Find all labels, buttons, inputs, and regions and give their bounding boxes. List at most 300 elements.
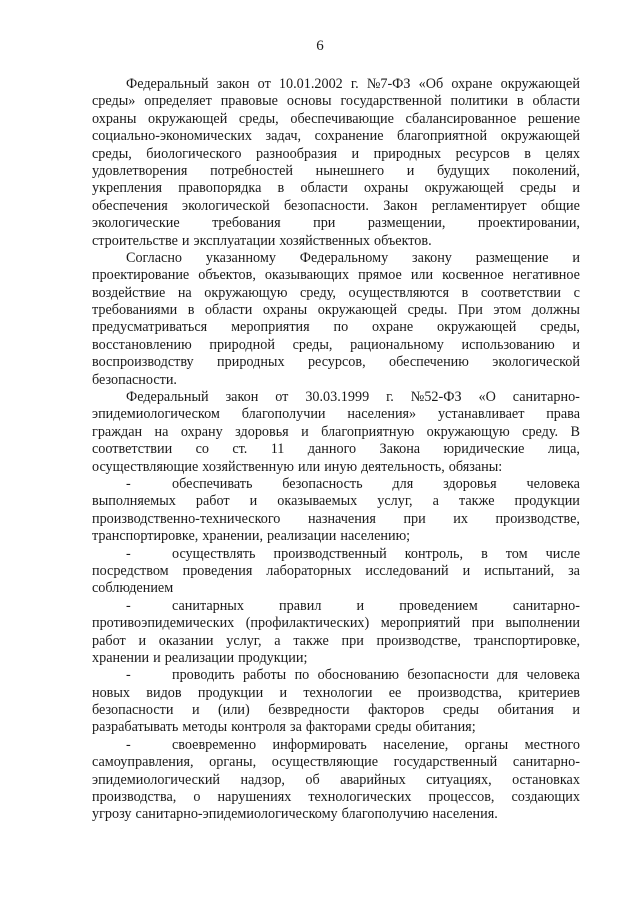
word: области [532, 93, 580, 110]
word: и [572, 180, 580, 197]
word: права [546, 406, 580, 423]
word: продукции [197, 684, 264, 701]
word: экологической [492, 354, 580, 371]
word: безопасности. [92, 371, 177, 388]
word: производственный [273, 545, 387, 562]
word: обоснованию [317, 667, 400, 684]
word: осуществляются [348, 284, 449, 301]
word: соблюдением [92, 580, 174, 597]
word: создающих [511, 789, 580, 806]
list-item-text [172, 598, 580, 615]
word: среды, [292, 336, 333, 353]
word: по [333, 319, 349, 336]
word: «Об [418, 76, 444, 92]
word: информировать [272, 736, 367, 753]
word: видов [146, 684, 182, 701]
word: противоэпидемических [92, 615, 235, 632]
word: проектирование [92, 267, 190, 284]
list-dash: - [126, 736, 131, 753]
word: природной [209, 336, 275, 353]
text-line [92, 198, 580, 215]
word: лабораторных [266, 562, 352, 579]
word: размещение [475, 249, 549, 266]
word: услуг, [377, 493, 413, 510]
word: мероприятий [380, 615, 461, 632]
word: факторами [305, 719, 372, 736]
word: окружающей [424, 180, 504, 197]
word: устанавливает [437, 406, 525, 423]
text-line [92, 667, 580, 684]
word: 30.03.1999 [305, 389, 370, 406]
document-body [92, 76, 580, 824]
word: 11 [270, 441, 285, 458]
word: регламентирует [431, 197, 527, 214]
text-line [92, 511, 580, 528]
word: посредством [92, 562, 169, 579]
text-line [92, 772, 580, 789]
word: благоприятную [321, 423, 415, 440]
word: среды [442, 702, 480, 719]
word: осуществляющие [271, 754, 379, 771]
word: ст. [232, 441, 248, 458]
word: от [257, 76, 271, 92]
word: окружающей [317, 302, 398, 319]
word: или [297, 458, 321, 475]
word: и [301, 423, 309, 440]
word: с [573, 284, 580, 301]
word: использованию [461, 336, 555, 353]
text-line [92, 459, 580, 476]
word: данного [307, 441, 357, 458]
word: окружающей [500, 76, 580, 92]
word: и [572, 249, 580, 266]
text-line [92, 285, 580, 302]
word: будущих [437, 162, 490, 179]
word: обеспечивающие [290, 110, 394, 127]
word: размещении, [367, 215, 446, 232]
text-line [92, 789, 580, 806]
word: определяет [144, 93, 212, 110]
text-line [92, 128, 580, 145]
word: иную [324, 458, 358, 475]
word: правил [279, 597, 322, 614]
word: решение [527, 110, 580, 127]
text-line [92, 76, 580, 93]
word: по [294, 667, 310, 684]
text-line [92, 163, 580, 180]
text-line [92, 302, 580, 319]
word: выполняемых [92, 493, 176, 510]
word: а [274, 632, 281, 649]
word: проведением [399, 597, 478, 614]
word: о [193, 789, 201, 806]
word: охраны [92, 110, 137, 127]
word: обеспечению [389, 354, 469, 371]
word: среду. [522, 423, 559, 440]
word: нарушениях [217, 789, 292, 806]
word: и [572, 336, 580, 353]
word: и [138, 632, 147, 649]
word: население, [383, 736, 449, 753]
word: оказывающих [264, 267, 350, 284]
word: предусматриваться [92, 319, 208, 336]
word: и [191, 702, 200, 719]
word: исследований [365, 562, 449, 579]
word: При [457, 302, 483, 319]
text-line [92, 372, 580, 389]
word: деятельность, [361, 458, 445, 475]
word: санитарно- [512, 389, 580, 406]
word: проводить [172, 667, 235, 684]
list-item-text [172, 546, 580, 563]
word: соответствии [480, 284, 562, 301]
word: в [187, 302, 195, 319]
word: среды, [92, 145, 132, 162]
word: Федеральному [299, 249, 389, 266]
word: об [305, 771, 320, 788]
list-item-text [172, 737, 580, 754]
word: основы [286, 93, 332, 110]
word: населения. [432, 806, 498, 823]
word: оказании [158, 632, 214, 649]
word: хозяйственную [202, 458, 294, 475]
word: экологической [182, 197, 270, 214]
word: факторов [368, 702, 425, 719]
word: здоровья [235, 423, 289, 440]
word: благополучии [241, 406, 326, 423]
word: и [462, 562, 471, 579]
text-line [92, 702, 580, 719]
text-line [92, 215, 580, 232]
word: требования [212, 215, 281, 232]
text-line [92, 719, 580, 736]
word: сбалансированное [405, 110, 517, 127]
word: на [154, 423, 169, 440]
word: закону [412, 249, 452, 266]
word: безопасности [407, 667, 489, 684]
word: охране [451, 76, 493, 92]
word: их [453, 510, 468, 527]
list-dash: - [126, 597, 131, 614]
word: том [505, 545, 528, 562]
word: самоуправления, [92, 754, 194, 771]
word: лица, [547, 441, 580, 458]
word: Закон [383, 197, 418, 214]
word: общие [540, 197, 580, 214]
word: и [356, 597, 365, 614]
word: области [300, 180, 348, 197]
word: контроль, [404, 545, 464, 562]
word: санитарно- [512, 597, 580, 614]
word: эпидемиологический [92, 771, 221, 788]
word: и [351, 145, 360, 162]
text-line [92, 493, 580, 510]
word: строительстве [92, 232, 178, 249]
text-line [92, 233, 580, 250]
word: на [177, 284, 192, 301]
word: соответствии [92, 441, 173, 458]
word: среды [519, 180, 557, 197]
word: проведения [182, 562, 253, 579]
word: выполнении [505, 615, 580, 632]
word: реализации [164, 649, 235, 666]
word: реализации [267, 528, 337, 545]
word: и [279, 684, 288, 701]
word: или [410, 267, 434, 284]
text-line [92, 354, 580, 371]
word: здоровья [443, 475, 497, 492]
word: 10.01.2002 [278, 76, 343, 92]
word: процессов, [428, 789, 495, 806]
word: государственный [393, 754, 498, 771]
word: в [516, 93, 524, 110]
word: г. [350, 76, 359, 92]
word: испытаний, [484, 562, 555, 579]
word: работ [195, 493, 230, 510]
word: Федеральный [126, 76, 209, 92]
word: санитарных [172, 597, 244, 614]
word: при [313, 215, 336, 232]
word: органы, [209, 754, 257, 771]
word: указанному [205, 249, 276, 266]
word: требованиями [92, 302, 178, 319]
word: сохранение [314, 128, 384, 145]
text-line [92, 754, 580, 771]
text-line [92, 598, 580, 615]
word: санитарно-эпидемиологическому [135, 806, 338, 823]
text-line [92, 406, 580, 423]
word: охране [372, 319, 414, 336]
word: восстановлению [92, 336, 192, 353]
word: числе [545, 545, 580, 562]
word: услуг, [226, 632, 262, 649]
word: рациональному [350, 336, 444, 353]
word: транспортировке, [473, 632, 580, 649]
word: ее [388, 684, 402, 701]
word: для [392, 475, 414, 492]
word: со [195, 441, 209, 458]
word: укрепления [92, 180, 163, 197]
word: хозяйственных [279, 232, 370, 249]
word: среды. [407, 302, 448, 319]
word: обитания; [415, 719, 476, 736]
word: безопасности. [283, 197, 369, 214]
word: Закона [379, 441, 421, 458]
word: от [275, 389, 289, 406]
word: а [432, 493, 439, 510]
word: продукции; [238, 649, 308, 666]
word: и [572, 702, 580, 719]
word: среду, [300, 284, 336, 301]
word: окружающей [147, 110, 228, 127]
word: косвенное [442, 267, 504, 284]
word: юридические [443, 441, 525, 458]
word: природных [373, 145, 442, 162]
word: Согласно [126, 249, 183, 266]
word: работ [92, 632, 126, 649]
word: окружающей [437, 319, 517, 336]
text-line [92, 424, 580, 441]
word: охраны [363, 180, 409, 197]
word: критериев [518, 684, 580, 701]
word: г. [386, 389, 394, 406]
word: №52-ФЗ [410, 389, 462, 406]
word: транспортировке, [92, 528, 199, 545]
word: окружающей [500, 128, 580, 145]
word: хранении, [202, 528, 264, 545]
word: производстве, [376, 632, 461, 649]
word: и [249, 493, 258, 510]
word: методы [182, 719, 228, 736]
word: воздействие [92, 284, 166, 301]
text-line [92, 180, 580, 197]
word: и [153, 649, 161, 666]
word: Федеральный [126, 389, 209, 406]
word: (профилактических) [245, 615, 370, 632]
word: обеспечивать [172, 475, 253, 492]
word: своевременно [172, 736, 257, 753]
word: новых [92, 684, 131, 701]
word: при [471, 615, 495, 632]
text-line [92, 650, 580, 667]
text-line [92, 267, 580, 284]
word: воспроизводству [92, 354, 194, 371]
text-line [92, 528, 580, 545]
word: при [403, 510, 426, 527]
word: среды, [540, 319, 580, 336]
word: органы [464, 736, 509, 753]
word: человека [526, 667, 580, 684]
word: закон [225, 389, 259, 406]
word: угрозу [92, 806, 132, 823]
word: населению; [340, 528, 411, 545]
text-line [92, 319, 580, 336]
word: производственно-технического [92, 510, 281, 527]
word: ресурсов [455, 145, 510, 162]
word: объектов, [198, 267, 256, 284]
word: в [277, 180, 285, 197]
word: и [406, 162, 415, 179]
text-line [92, 111, 580, 128]
list-dash: - [126, 545, 131, 562]
word: целях [545, 145, 580, 162]
word: санитарно- [512, 754, 580, 771]
word: хранении [92, 649, 150, 666]
word: этом [493, 302, 522, 319]
word: задач, [265, 128, 302, 145]
text-line [92, 337, 580, 354]
text-line [92, 685, 580, 702]
word: продукции [514, 493, 580, 510]
text-line [92, 563, 580, 580]
word: негативное [512, 267, 580, 284]
text-line [92, 737, 580, 754]
word: закон [216, 76, 250, 92]
word: в [481, 545, 488, 562]
word: безопасности [92, 702, 174, 719]
word: области [204, 302, 253, 319]
word: безвредности [268, 702, 350, 719]
text-line [92, 546, 580, 563]
word: за [568, 562, 580, 579]
text-line [92, 441, 580, 458]
word: (или) [218, 702, 250, 719]
word: аварийных [340, 771, 406, 788]
text-line [92, 580, 580, 597]
word: нынешнего [315, 162, 385, 179]
word: охраны [262, 302, 308, 319]
word: технологических [308, 789, 412, 806]
text-line [92, 389, 580, 406]
word: биологического [146, 145, 242, 162]
word: остановках [512, 771, 580, 788]
word: экологические [92, 215, 180, 232]
word: надзор, [240, 771, 285, 788]
text-line [92, 93, 580, 110]
word: также [293, 632, 329, 649]
word: проектировании, [477, 215, 580, 232]
word: и [181, 232, 190, 249]
word: обитания [497, 702, 554, 719]
text-line [92, 146, 580, 163]
word: обеспечения [92, 197, 168, 214]
word: благоприятной [397, 128, 488, 145]
word: политики [450, 93, 508, 110]
word: окружающую [204, 284, 288, 301]
word: природных [217, 354, 285, 371]
word: обязаны: [448, 458, 503, 475]
word: среды, [238, 110, 279, 127]
word: также [459, 493, 495, 510]
word: социально-экономических [92, 128, 252, 145]
word: осуществляющие [92, 458, 199, 475]
word: «О [478, 389, 496, 406]
list-item-text [172, 667, 580, 684]
word: правовые [220, 93, 278, 110]
word: №7-ФЗ [366, 76, 411, 92]
text-line [92, 476, 580, 493]
word: мероприятия [231, 319, 310, 336]
word: правопорядка [178, 180, 262, 197]
word: технологии [303, 684, 373, 701]
word: среды [375, 719, 412, 736]
word: человека [526, 475, 580, 492]
word: местного [524, 736, 580, 753]
word: окружающую [426, 423, 510, 440]
word: эксплуатации [193, 232, 276, 249]
word: назначения [307, 510, 376, 527]
word: безопасность [282, 475, 363, 492]
word: контроля [231, 719, 286, 736]
word: разнообразия [255, 145, 338, 162]
word: в [461, 284, 469, 301]
word: ситуациях, [426, 771, 492, 788]
word: для [497, 667, 519, 684]
text-line [92, 250, 580, 267]
word: поколений, [512, 162, 580, 179]
list-item-text [172, 476, 580, 493]
word: производства, [92, 789, 177, 806]
word: потребностей [210, 162, 293, 179]
word: объектов. [374, 232, 432, 249]
word: среды» [92, 93, 136, 110]
word: должны [531, 302, 580, 319]
text-line [92, 633, 580, 650]
word: производства, [417, 684, 502, 701]
word: населения» [347, 406, 417, 423]
word: производстве, [495, 510, 580, 527]
word: оказываемых [277, 493, 358, 510]
